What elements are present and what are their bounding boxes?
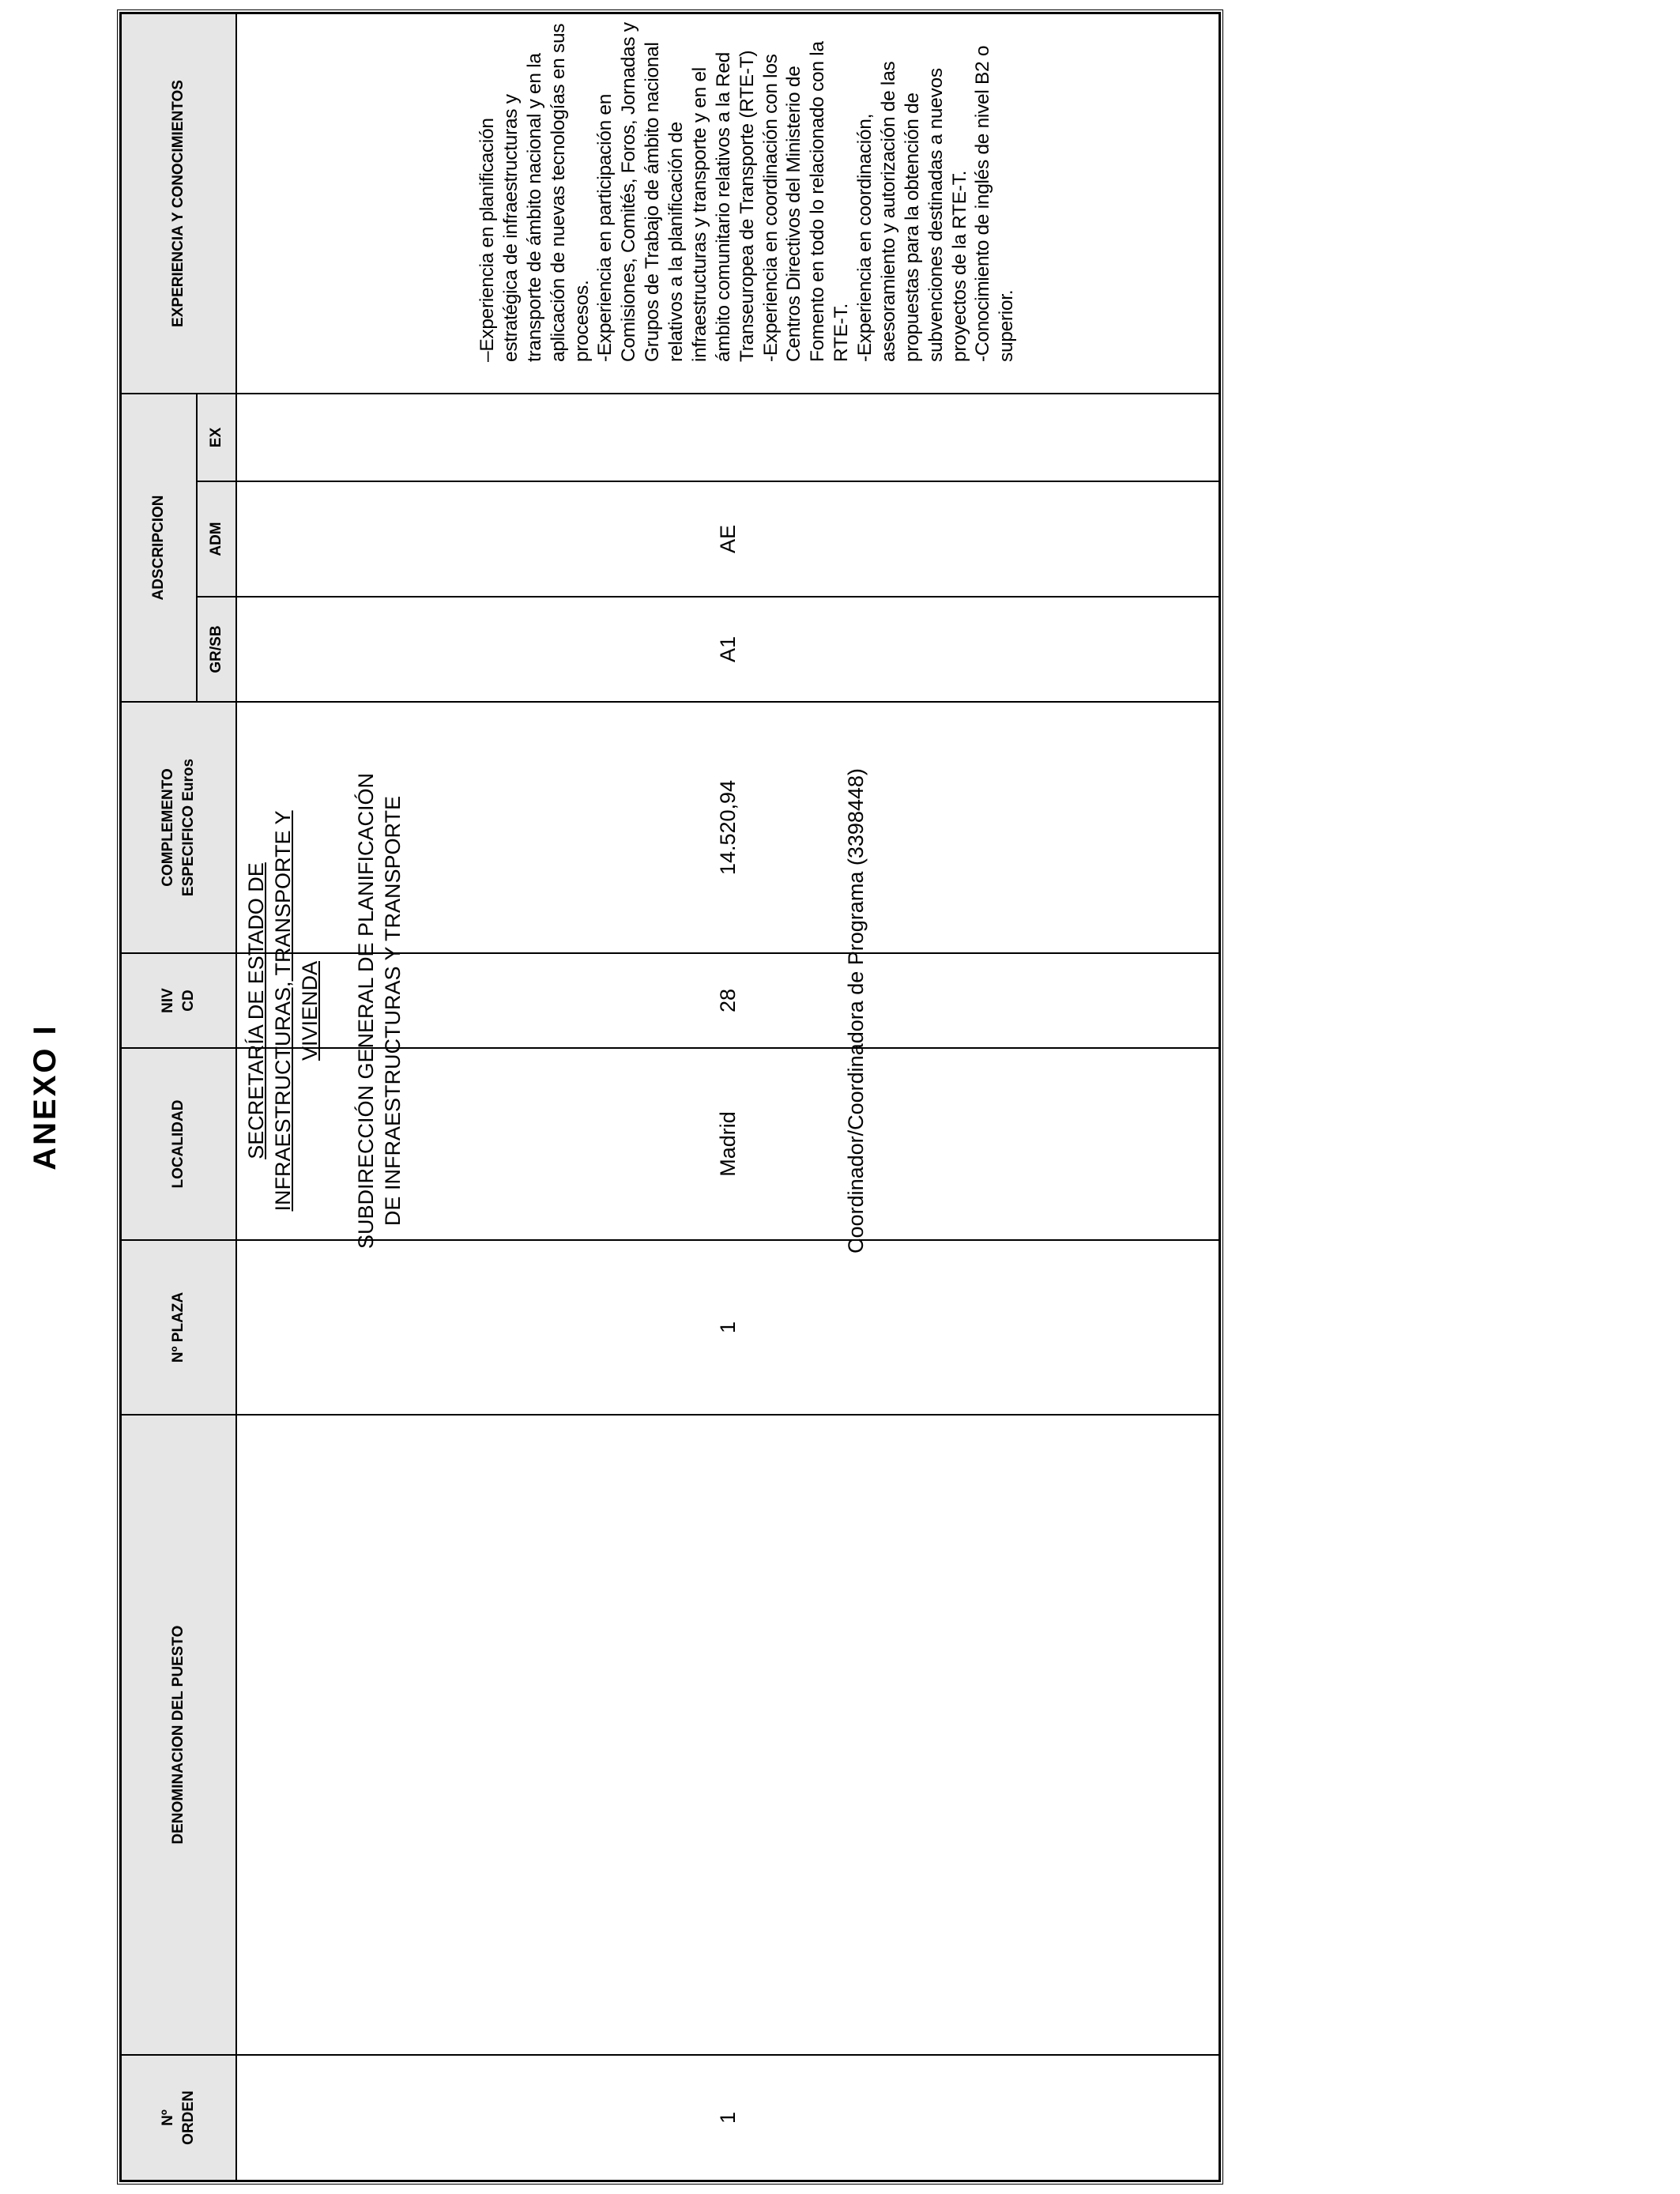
cell-adm: [235, 481, 1220, 598]
complemento-value: 14.520,94: [715, 779, 740, 876]
orden-value: 1: [715, 2111, 740, 2124]
secretaria-heading: SECRETARÍA DE ESTADO DE INFRAESTRUCTURAS, TRANSPORTE Y VIVIENDA: [244, 810, 322, 1212]
header-adscripcion: ADSCRIPCION: [120, 393, 198, 703]
header-complemento: COMPLEMENTO ESPECIFICO Euros: [120, 701, 237, 954]
header-orden: Nº ORDEN: [120, 2054, 237, 2181]
cell-ex: [235, 393, 1220, 482]
header-nivel: NIV CD: [120, 952, 237, 1049]
experiencia-list: [476, 22, 1019, 362]
cell-denominacion: [235, 1414, 1220, 2056]
header-ex: EX: [196, 393, 237, 482]
experiencia-item: -Experiencia en participación en Comisiones, Comités, Foros, Jornadas y Grupos de Trabajo de ámbito nacional relativos a la planificación de infraestructuras y transporte y en el ámbito comunitario relativos a la Red Transeuropea de Transporte (RTE-T): [594, 22, 758, 362]
experiencia-item: –Experiencia en planificación estratégica de infraestructuras y transporte de ámbito nacional y en la aplicación de nuevas tecnologías en sus procesos.: [477, 23, 593, 362]
experiencia-item: -Experiencia en coordinación con los Centros Directivos del Ministerio de Fomento en todo lo relacionado con la RTE-T.: [759, 41, 853, 362]
page-title: ANEXO I: [28, 1023, 62, 1171]
nivel-value: 28: [715, 988, 740, 1013]
experiencia-item: -Conocimiento de inglés de nivel B2 o superior.: [972, 45, 1018, 362]
puesto-name: Coordinador/Coordinadora de Programa (3398448): [844, 768, 868, 1253]
grsb-value: A1: [715, 635, 740, 663]
denominacion-headings: [243, 643, 407, 1378]
adm-value: AE: [715, 524, 740, 554]
header-experiencia: EXPERIENCIA Y CONOCIMIENTOS: [120, 13, 237, 394]
header-adm: ADM: [196, 481, 237, 598]
experiencia-item: -Experiencia en coordinación, asesoramiento y autorización de las propuestas para la obtención de subvenciones destinadas a nuevos proyectos de la RTE-T.: [854, 61, 970, 362]
header-localidad: LOCALIDAD: [120, 1047, 237, 1241]
header-grsb: GR/SB: [196, 596, 237, 703]
header-plaza: Nº PLAZA: [120, 1239, 237, 1416]
subdireccion-heading: SUBDIRECCIÓN GENERAL DE PLANIFICACIÓN DE INFRAESTRUCTURAS Y TRANSPORTE: [354, 772, 405, 1250]
header-denominacion: DENOMINACION DEL PUESTO: [120, 1414, 237, 2056]
cell-orden: [235, 2054, 1220, 2181]
localidad-value: Madrid: [715, 1111, 740, 1177]
plaza-value: 1: [715, 1321, 740, 1334]
